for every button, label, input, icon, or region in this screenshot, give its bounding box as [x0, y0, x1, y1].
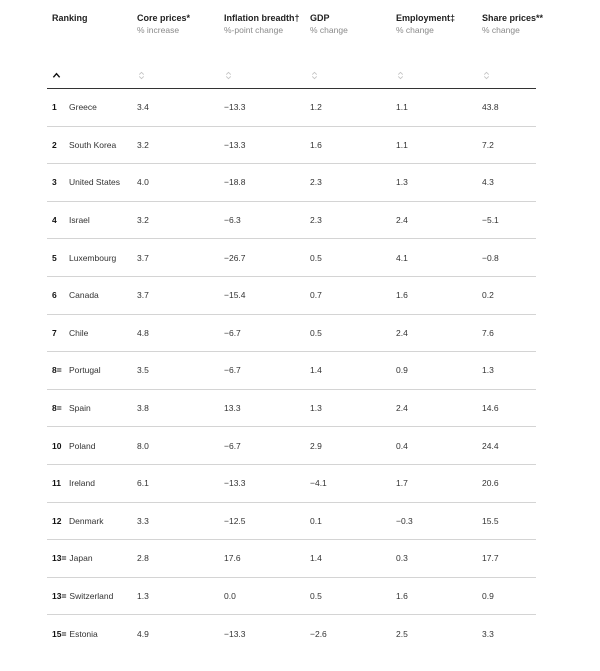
table-row	[47, 201, 536, 239]
country-name: Ireland	[69, 478, 95, 489]
sort-toggle-icon[interactable]	[482, 71, 491, 80]
header-inflation-breadth[interactable]	[219, 12, 305, 64]
table-row	[47, 427, 536, 465]
header-ranking-title: Ranking	[52, 13, 88, 23]
cell-inflation-breadth: −6.7	[219, 352, 305, 390]
table-row	[47, 577, 536, 615]
cell-share-prices: −5.1	[477, 201, 536, 239]
cell-ranking	[47, 352, 132, 390]
sort-share-prices[interactable]	[477, 64, 536, 89]
rank-number: 11	[52, 478, 61, 489]
cell-share-prices: 1.3	[477, 352, 536, 390]
sort-toggle-icon[interactable]	[224, 71, 233, 80]
header-inflation-breadth-title: Inflation breadth†	[224, 13, 300, 23]
table-row	[47, 615, 536, 652]
cell-share-prices: 4.3	[477, 164, 536, 202]
table-row	[47, 540, 536, 578]
cell-employment: 1.1	[391, 126, 477, 164]
header-employment[interactable]	[391, 12, 477, 64]
cell-employment: 1.6	[391, 276, 477, 314]
rank-number: 15=	[52, 628, 67, 639]
header-gdp-unit: % change	[310, 25, 348, 35]
rank-number: 12	[52, 515, 62, 526]
cell-share-prices: 7.6	[477, 314, 536, 352]
sort-ranking[interactable]	[47, 64, 132, 89]
cell-share-prices: 24.4	[477, 427, 536, 465]
sort-toggle-icon[interactable]	[310, 71, 319, 80]
cell-inflation-breadth: −13.3	[224, 628, 246, 639]
cell-core-prices: 8.0	[132, 427, 219, 465]
cell-gdp: 1.2	[305, 89, 391, 127]
cell-inflation-breadth: −15.4	[219, 276, 305, 314]
cell-employment: 0.9	[391, 352, 477, 390]
cell-inflation-breadth: −18.8	[219, 164, 305, 202]
cell-employment: 0.4	[391, 427, 477, 465]
table-row	[47, 239, 536, 277]
country-name: Luxembourg	[69, 252, 117, 263]
table-row	[47, 276, 536, 314]
country-name: Estonia	[69, 628, 98, 639]
header-gdp[interactable]	[305, 12, 391, 64]
rank-number: 6	[52, 290, 57, 301]
country-name: South Korea	[69, 139, 117, 150]
cell-core-prices: 3.4	[132, 89, 219, 127]
cell-gdp: 1.6	[305, 126, 391, 164]
cell-ranking	[47, 427, 132, 465]
sort-employment[interactable]	[391, 64, 477, 89]
cell-ranking	[47, 164, 132, 202]
cell-gdp: −2.6	[310, 628, 327, 639]
header-employment-unit: % change	[396, 25, 434, 35]
header-core-prices-unit: % increase	[137, 25, 180, 35]
cell-gdp: 0.7	[305, 276, 391, 314]
cell-gdp: 0.5	[305, 239, 391, 277]
cell-inflation-breadth: −13.3	[219, 89, 305, 127]
rank-number: 8=	[52, 403, 62, 414]
cell-inflation-breadth: 13.3	[219, 389, 305, 427]
country-name: Denmark	[69, 515, 104, 526]
header-ranking[interactable]	[47, 12, 132, 64]
cell-employment: 2.5	[396, 628, 408, 639]
country-name: Israel	[69, 215, 90, 226]
cell-share-prices: −0.8	[477, 239, 536, 277]
chevron-up-icon[interactable]	[52, 71, 61, 80]
cell-share-prices: 15.5	[477, 502, 536, 540]
cell-core-prices: 3.8	[132, 389, 219, 427]
sort-gdp[interactable]	[305, 64, 391, 89]
cell-inflation-breadth: 0.0	[219, 577, 305, 615]
cell-core-prices: 4.8	[132, 314, 219, 352]
cell-gdp: 0.1	[305, 502, 391, 540]
cell-ranking	[47, 389, 132, 427]
ranking-table	[47, 12, 544, 652]
cell-share-prices: 7.2	[477, 126, 536, 164]
cell-core-prices: 3.2	[132, 201, 219, 239]
cell-employment: −0.3	[391, 502, 477, 540]
cell-share-prices: 0.2	[477, 276, 536, 314]
country-name: Poland	[69, 440, 96, 451]
cell-share-prices: 0.9	[477, 577, 536, 615]
cell-ranking	[47, 314, 132, 352]
cell-employment: 1.6	[391, 577, 477, 615]
rank-number: 7	[52, 327, 57, 338]
header-row	[47, 12, 536, 64]
cell-employment: 1.1	[391, 89, 477, 127]
cell-core-prices: 3.5	[132, 352, 219, 390]
header-inflation-breadth-unit: %-point change	[224, 25, 284, 35]
cell-core-prices: 4.0	[132, 164, 219, 202]
sort-inflation-breadth[interactable]	[219, 64, 305, 89]
cell-ranking	[47, 502, 132, 540]
cell-gdp: 2.3	[305, 164, 391, 202]
cell-employment: 1.7	[391, 464, 477, 502]
cell-employment: 4.1	[391, 239, 477, 277]
rank-number: 10	[52, 440, 62, 451]
header-share-prices-title: Share prices**	[482, 13, 544, 23]
cell-inflation-breadth: −6.7	[219, 314, 305, 352]
sort-row	[47, 64, 536, 89]
cell-gdp: 0.5	[305, 577, 391, 615]
cell-core-prices: 3.2	[132, 126, 219, 164]
rank-number: 13=	[52, 553, 67, 564]
country-name: Chile	[69, 327, 89, 338]
cell-share-prices: 3.3	[482, 628, 494, 639]
cell-ranking	[47, 126, 132, 164]
cell-core-prices: 1.3	[132, 577, 219, 615]
sort-core-prices[interactable]	[132, 64, 219, 89]
table-row	[47, 389, 536, 427]
cell-gdp: 1.3	[305, 389, 391, 427]
cell-inflation-breadth: −12.5	[219, 502, 305, 540]
cell-ranking	[47, 540, 132, 578]
cell-core-prices: 6.1	[132, 464, 219, 502]
header-gdp-title: GDP	[310, 13, 330, 23]
cell-share-prices: 20.6	[477, 464, 536, 502]
cell-ranking	[47, 464, 132, 502]
table-row	[47, 164, 536, 202]
rank-number: 2	[52, 139, 57, 150]
cell-gdp: 1.4	[305, 352, 391, 390]
header-share-prices-unit: % change	[482, 25, 520, 35]
cell-core-prices: 3.7	[132, 276, 219, 314]
cell-gdp: 0.5	[305, 314, 391, 352]
cell-inflation-breadth: −13.3	[219, 126, 305, 164]
cell-ranking	[47, 201, 132, 239]
table-row	[47, 314, 536, 352]
cell-employment: 0.3	[391, 540, 477, 578]
cell-ranking	[47, 89, 132, 127]
rank-number: 8=	[52, 365, 62, 376]
country-name: Japan	[69, 553, 93, 564]
table-row	[47, 464, 536, 502]
cell-ranking	[47, 276, 132, 314]
table-row	[47, 502, 536, 540]
cell-gdp: 1.4	[305, 540, 391, 578]
cell-core-prices: 4.9	[137, 628, 149, 639]
header-core-prices[interactable]	[132, 12, 219, 64]
cell-inflation-breadth: −6.3	[219, 201, 305, 239]
rank-number: 13=	[52, 591, 67, 602]
cell-inflation-breadth: −6.7	[219, 427, 305, 465]
country-name: Greece	[69, 102, 97, 113]
cell-employment: 2.4	[391, 201, 477, 239]
rank-number: 1	[52, 102, 57, 113]
country-name: Switzerland	[69, 591, 114, 602]
sort-toggle-icon[interactable]	[137, 71, 146, 80]
cell-core-prices: 3.7	[132, 239, 219, 277]
country-name: Spain	[69, 403, 91, 414]
cell-ranking	[47, 577, 132, 615]
table-row	[47, 126, 536, 164]
cell-share-prices: 43.8	[477, 89, 536, 127]
header-core-prices-title: Core prices*	[137, 13, 191, 23]
cell-inflation-breadth: −13.3	[219, 464, 305, 502]
rank-number: 3	[52, 177, 57, 188]
cell-core-prices: 2.8	[132, 540, 219, 578]
cell-gdp: 2.3	[305, 201, 391, 239]
cell-inflation-breadth: 17.6	[219, 540, 305, 578]
cell-employment: 2.4	[391, 314, 477, 352]
rank-number: 4	[52, 215, 57, 226]
cell-core-prices: 3.3	[132, 502, 219, 540]
header-share-prices[interactable]	[477, 12, 544, 64]
table-row	[47, 352, 536, 390]
cell-gdp: 2.9	[305, 427, 391, 465]
header-employment-title: Employment‡	[396, 13, 456, 23]
table-row	[47, 89, 536, 127]
country-name: Portugal	[69, 365, 101, 376]
cell-inflation-breadth: −26.7	[219, 239, 305, 277]
cell-employment: 1.3	[391, 164, 477, 202]
cell-gdp: −4.1	[305, 464, 391, 502]
sort-toggle-icon[interactable]	[396, 71, 405, 80]
country-name: United States	[69, 177, 121, 188]
rank-number: 5	[52, 252, 57, 263]
cell-employment: 2.4	[391, 389, 477, 427]
cell-ranking	[47, 615, 132, 652]
cell-share-prices: 14.6	[477, 389, 536, 427]
country-name: Canada	[69, 290, 99, 301]
cell-share-prices: 17.7	[477, 540, 536, 578]
cell-ranking	[47, 239, 132, 277]
